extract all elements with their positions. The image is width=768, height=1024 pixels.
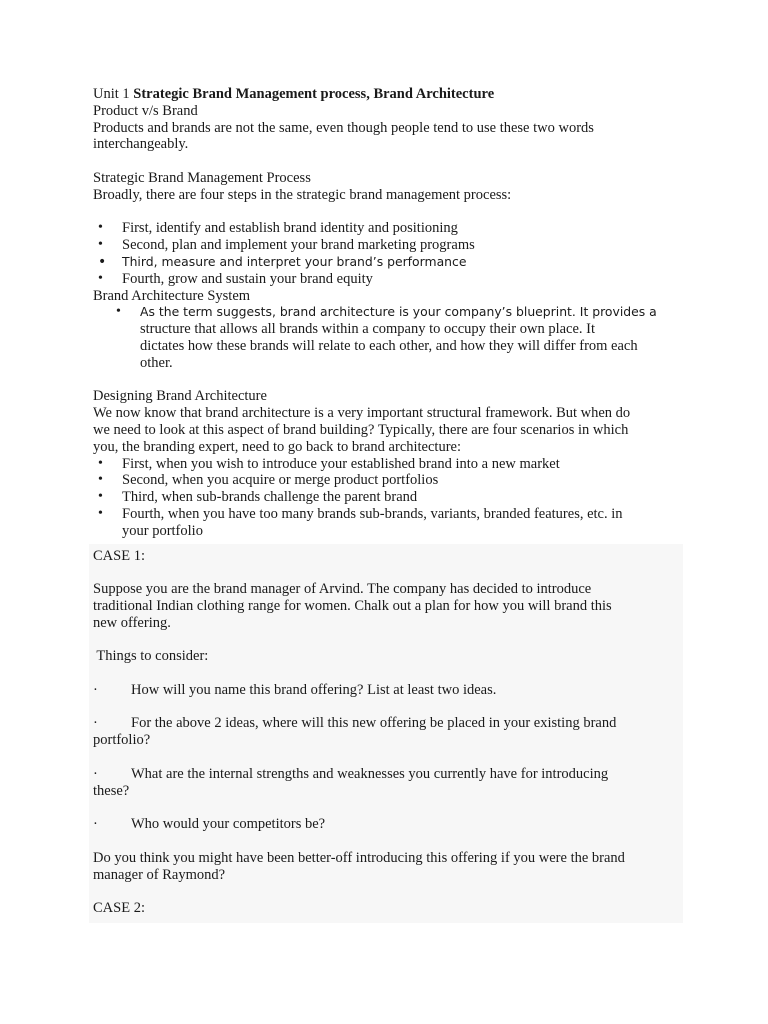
list-item: • First, identify and establish brand identity and positioning: [93, 220, 683, 237]
design-line-3: you, the branding expert, need to go back to brand architecture:: [93, 438, 462, 455]
case-2-label: CASE 2:: [93, 900, 145, 917]
case-1-para-line-2: traditional Indian clothing range for women. Chalk out a plan for how you will brand this: [93, 597, 612, 614]
closing-line-2: manager of Raymond?: [93, 866, 226, 883]
scenario-4-line-2: your portfolio: [122, 522, 203, 539]
sbm-steps-list: [93, 220, 683, 287]
arch-list: [93, 304, 683, 371]
arch-line-2: structure that allows all brands within a company to occupy their own place. It: [140, 321, 596, 338]
subtitle: Product v/s Brand: [93, 102, 198, 119]
list-item: • First, when you wish to introduce your established brand into a new market: [93, 456, 683, 473]
title-bold: Strategic Brand Management process, Brand Architecture: [133, 86, 495, 102]
question-2: · For the above 2 ideas, where will this new offering be placed in your existing brand: [93, 715, 617, 732]
question-3-line-2: these?: [93, 782, 130, 799]
design-heading: Designing Brand Architecture: [93, 388, 267, 405]
case-1-para-line-3: new offering.: [93, 614, 171, 631]
question-1: · How will you name this brand offering? List at least two ideas.: [93, 681, 497, 698]
title-prefix: Unit 1: [93, 86, 134, 102]
arch-line-4: other.: [140, 354, 173, 371]
question-4: · Who would your competitors be?: [93, 816, 326, 833]
list-item: • Second, plan and implement your brand marketing programs: [93, 237, 683, 254]
question-2-line-2: portfolio?: [93, 732, 151, 749]
list-item: • Second, when you acquire or merge product portfolios: [93, 472, 683, 489]
arch-line-3: dictates how these brands will relate to each other, and how they will differ from each: [140, 337, 638, 354]
list-item: • Third, when sub-brands challenge the parent brand: [93, 489, 683, 506]
intro-line-1: Products and brands are not the same, even though people tend to use these two words: [93, 119, 594, 136]
sbm-heading: Strategic Brand Management Process: [93, 169, 311, 186]
document-page: [93, 86, 683, 923]
design-line-1: We now know that brand architecture is a very important structural framework. But when do: [93, 405, 631, 422]
list-item: [93, 304, 683, 371]
arch-line-1: As the term suggests, brand architecture is your company’s blueprint. It provides a: [140, 304, 657, 320]
case-box: [89, 544, 683, 924]
case-1-para-line-1: Suppose you are the brand manager of Arvind. The company has decided to introduce: [93, 581, 592, 598]
list-item: • Fourth, grow and sustain your brand equity: [93, 271, 683, 288]
question-3: · What are the internal strengths and weaknesses you currently have for introducing: [93, 765, 609, 782]
scenario-list: [93, 456, 683, 540]
document-title: [93, 86, 683, 103]
design-line-2: we need to look at this aspect of brand building? Typically, there are four scenarios in which: [93, 421, 629, 438]
closing-line-1: Do you think you might have been better-off introducing this offering if you were the brand: [93, 849, 625, 866]
case-1-label: CASE 1:: [93, 547, 145, 564]
list-item: • Third, measure and interpret your brand’s performance: [93, 254, 683, 271]
scenario-4-line-1: Fourth, when you have too many brands sub-brands, variants, branded features, etc. in: [122, 505, 623, 522]
things-to-consider: Things to consider:: [93, 648, 209, 665]
sbm-intro: Broadly, there are four steps in the strategic brand management process:: [93, 186, 512, 203]
list-item: [93, 506, 683, 540]
intro-line-2: interchangeably.: [93, 136, 189, 153]
arch-heading: Brand Architecture System: [93, 287, 251, 304]
